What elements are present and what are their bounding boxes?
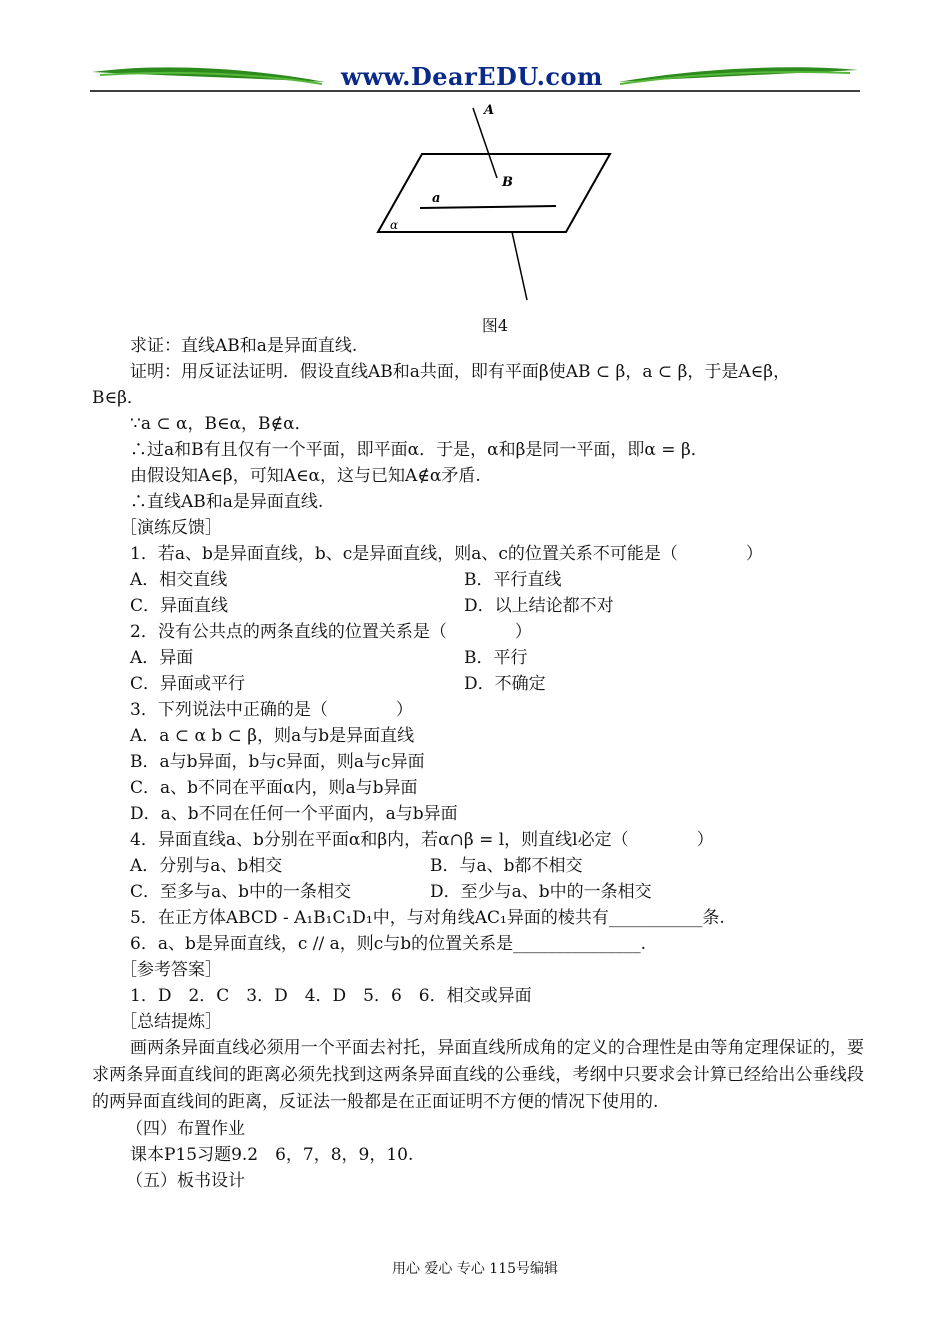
option: A．异面 (130, 648, 194, 668)
line-a-label: a (432, 191, 441, 206)
option: C．至多与a、b中的一条相交 (130, 882, 352, 902)
question-1-options-row (92, 567, 864, 593)
figure-caption: 图4 (481, 316, 509, 335)
answers-text: 1．D 2．C 3．D 4．D 5．6 6．相交或异面 (130, 986, 532, 1006)
board-heading: （五）板书设计 (126, 1171, 245, 1191)
question-1-options-row (92, 593, 864, 619)
summary-heading: ［总结提炼］ (120, 1012, 222, 1032)
site-url: www.DearEDU.com (341, 62, 603, 91)
site-header-banner (90, 58, 860, 98)
proof-line: 证明：用反证法证明．假设直线AB和a共面，即有平面β使AB ⊂ β，a ⊂ β，于是A∈β， (130, 362, 791, 382)
page-footer: 用心 爱心 专心 115号编辑 (391, 1261, 559, 1277)
question-2-options-row (92, 645, 864, 671)
option: C．异面或平行 (130, 674, 246, 694)
summary-paragraph: 画两条异面直线必须用一个平面去衬托，异面直线所成角的定义的合理性是由等角定理保证的，要求两条异面直线间的距离必须先找到这两条异面直线的公垂线，考纲中只要求会计算已经给出公垂线段的两异面直线间的距离，反证法一般都是在正面证明不方便的情况下使用的. (92, 1038, 864, 1112)
option: D．以上结论都不对 (464, 596, 614, 616)
point-a-label: A (484, 103, 495, 118)
option: D．至少与a、b中的一条相交 (430, 882, 652, 902)
proof-line: 由假设知A∈β，可知A∈α，这与已知A∉α矛盾. (130, 466, 481, 486)
document-body (92, 333, 864, 1194)
proof-line: 求证：直线AB和a是异面直线. (130, 336, 358, 356)
point-b-label: B (502, 175, 513, 190)
question-4: 4．异面直线a、b分别在平面α和β内，若α∩β = l，则直线l必定（ ） (130, 830, 714, 850)
figure-plane-diagram (370, 98, 620, 308)
option: A．分别与a、b相交 (130, 856, 283, 876)
question-4-options-row (92, 879, 864, 905)
question-2-options-row (92, 671, 864, 697)
practice-heading: ［演练反馈］ (120, 518, 222, 538)
proof-line: ∴直线AB和a是异面直线. (130, 492, 324, 512)
homework-heading: （四）布置作业 (126, 1119, 245, 1139)
plane-alpha-label: α (390, 218, 399, 232)
answers-heading: ［参考答案］ (120, 960, 222, 980)
question-3: 3．下列说法中正确的是（ ） (130, 700, 413, 720)
question-5: 5．在正方体ABCD - A₁B₁C₁D₁中，与对角线AC₁异面的棱共有___________条. (130, 908, 725, 928)
option: C．异面直线 (130, 596, 229, 616)
question-2: 2．没有公共点的两条直线的位置关系是（ ） (130, 622, 532, 642)
question-1: 1．若a、b是异面直线，b、c是异面直线，则a、c的位置关系不可能是（ ） (130, 544, 763, 564)
option: B．与a、b都不相交 (430, 856, 583, 876)
plane-line-diagram (370, 98, 620, 308)
option: B．平行 (464, 648, 528, 668)
option: D．a、b不同在任何一个平面内，a与b异面 (130, 804, 458, 824)
option: C．a、b不同在平面α内，则a与b异面 (130, 778, 418, 798)
option: D．不确定 (464, 674, 546, 694)
option: B．a与b异面，b与c异面，则a与c异面 (130, 752, 425, 772)
option: A．相交直线 (130, 570, 228, 590)
homework-text: 课本P15习题9.2 6，7，8，9，10. (130, 1145, 414, 1165)
proof-line: ∵a ⊂ α，B∈α，B∉α． (130, 414, 312, 434)
question-6: 6．a、b是异面直线，c // a，则c与b的位置关系是_______________. (130, 934, 647, 954)
proof-line: ∴过a和B有且仅有一个平面，即平面α．于是，α和β是同一平面，即α = β． (130, 440, 708, 460)
question-4-options-row (92, 853, 864, 879)
option: B．平行直线 (464, 570, 562, 590)
proof-line: B∈β． (92, 388, 144, 408)
option: A．a ⊂ α b ⊂ β，则a与b是异面直线 (130, 726, 415, 746)
